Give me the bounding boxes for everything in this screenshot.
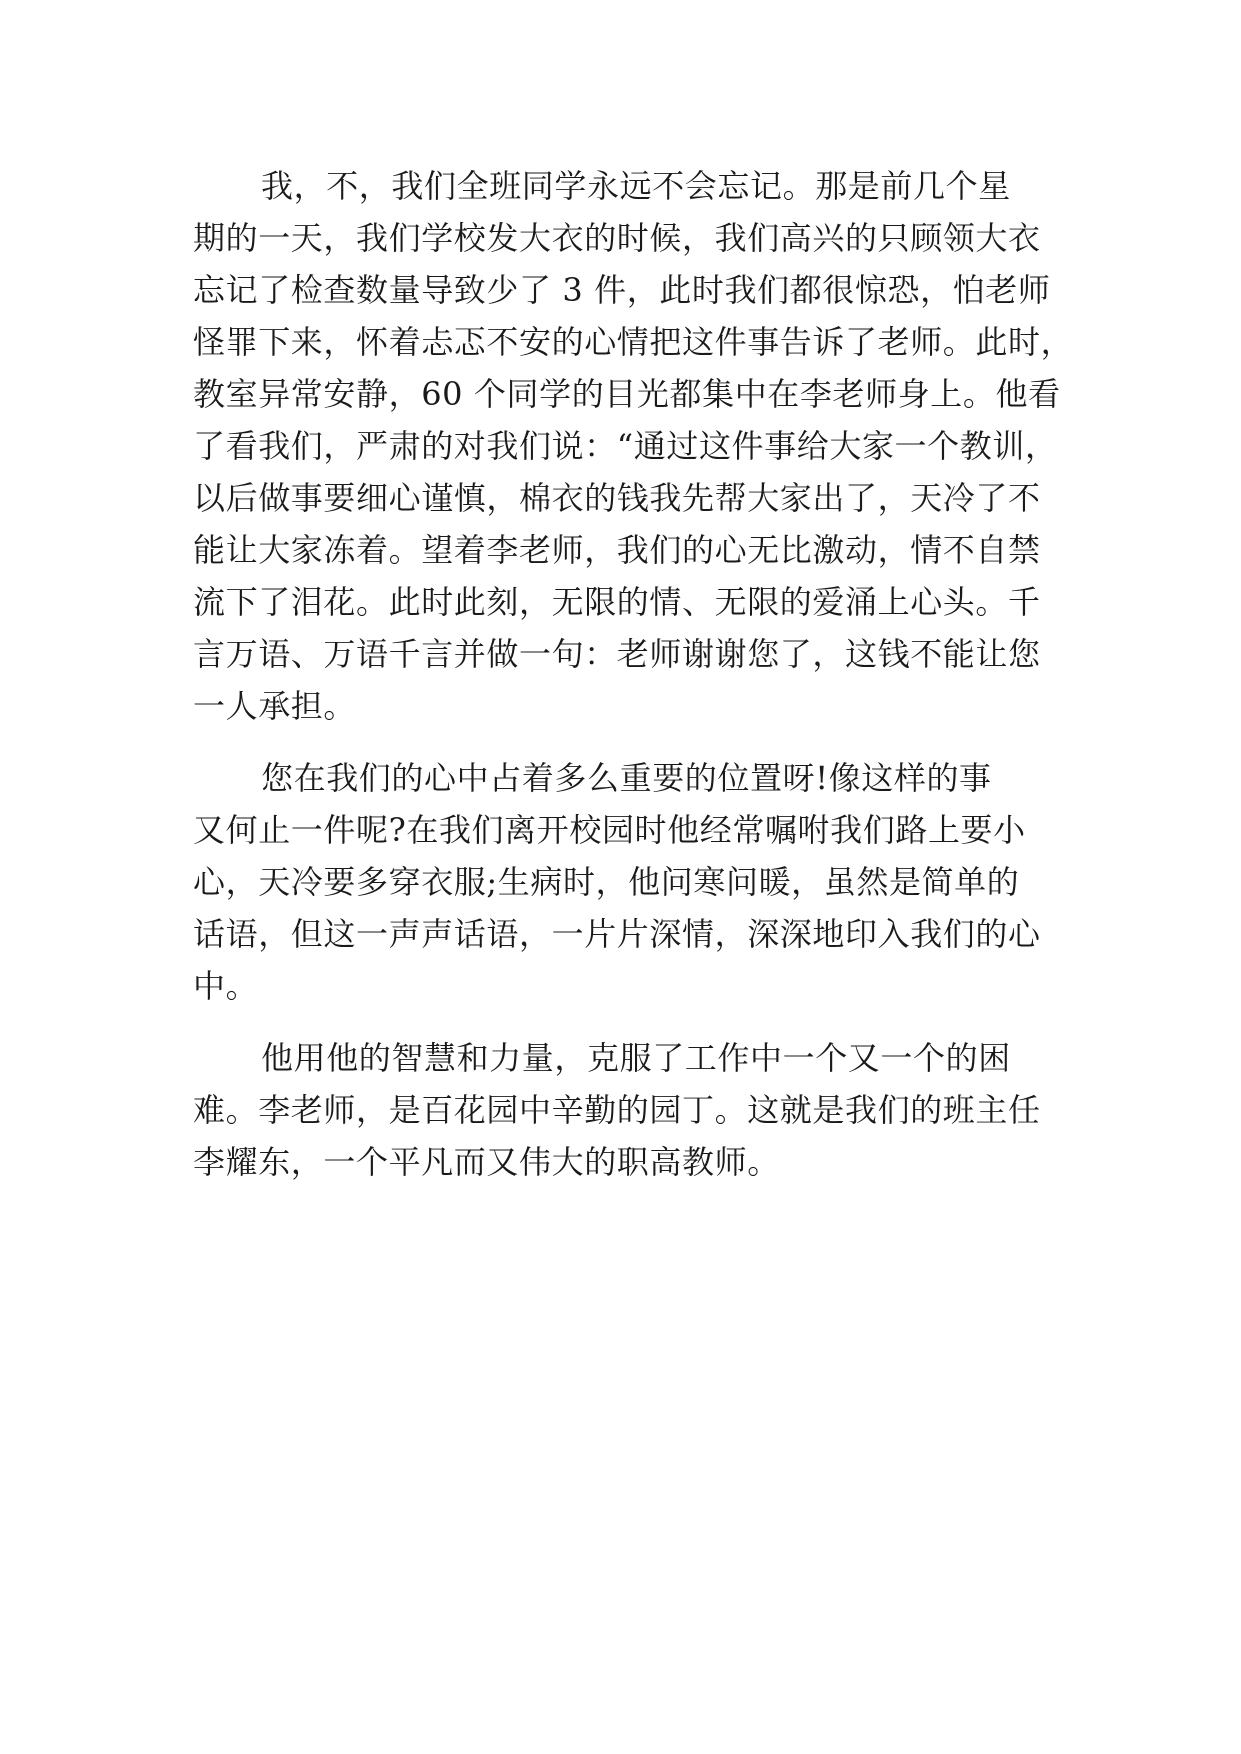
text-line: 我，不，我们全班同学永远不会忘记。那是前几个星 <box>261 167 1011 205</box>
text-line: 以后做事要细心谨慎，棉衣的钱我先帮大家出了，天冷了不 <box>193 479 1041 517</box>
text-line: 教室异常安静，60 个同学的目光都集中在李老师身上。他看 <box>193 375 1061 413</box>
paragraph-3 <box>193 1032 1063 1188</box>
text-line: 中。 <box>193 967 259 1005</box>
document-body <box>193 160 1074 1188</box>
text-line: 怪罪下来，怀着忐忑不安的心情把这件事告诉了老师。此时， <box>193 323 1074 361</box>
text-line: 难。李老师，是百花园中辛勤的园丁。这就是我们的班主任 <box>193 1091 1041 1129</box>
text-line: 他用他的智慧和力量，克服了工作中一个又一个的困 <box>261 1039 1011 1077</box>
text-line: 李耀东，一个平凡而又伟大的职高教师。 <box>193 1143 780 1181</box>
paragraph-2 <box>193 752 1063 1012</box>
text-line: 心，天冷要多穿衣服;生病时，他问寒问暖，虽然是简单的 <box>193 863 1020 901</box>
text-line: 流下了泪花。此时此刻，无限的情、无限的爱涌上心头。千 <box>193 583 1041 621</box>
text-line: 言万语、万语千言并做一句：老师谢谢您了，这钱不能让您 <box>193 635 1041 673</box>
text-line: 您在我们的心中占着多么重要的位置呀!像这样的事 <box>261 759 992 797</box>
text-line: 话语，但这一声声话语，一片片深情，深深地印入我们的心 <box>193 915 1041 953</box>
text-line: 能让大家冻着。望着李老师，我们的心无比激动，情不自禁 <box>193 531 1041 569</box>
text-line: 了看我们，严肃的对我们说：“通过这件事给大家一个教训， <box>193 427 1058 465</box>
text-line: 一人承担。 <box>193 687 357 725</box>
paragraph-1 <box>193 160 1074 732</box>
text-line: 又何止一件呢?在我们离开校园时他经常嘱咐我们路上要小 <box>193 811 1026 849</box>
text-line: 忘记了检查数量导致少了 3 件，此时我们都很惊恐，怕老师 <box>193 271 1051 309</box>
text-line: 期的一天，我们学校发大衣的时候，我们高兴的只顾领大衣 <box>193 219 1041 257</box>
